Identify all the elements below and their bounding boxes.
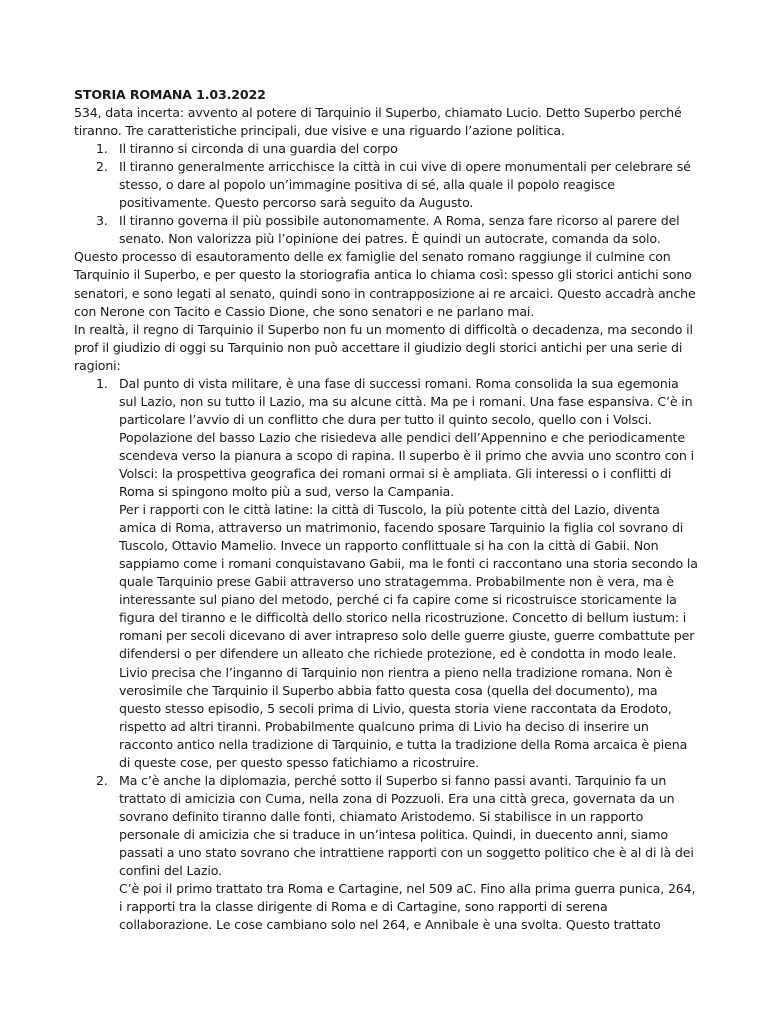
list-item-text: Per i rapporti con le città latine: la città di Tuscolo, la più potente città del Lazio, diventa amica di Roma, attraverso un matrimonio, facendo sposare Tarquinio la figlia col sovrano di Tuscolo, Ottavio Mamelio. Invece un rapporto conflittuale si ha con la città di Gabii. Non sappiamo come i romani conquistavano Gabii, ma le fonti ci raccontano una storia secondo la quale Tarquinio prese Gabii attraverso uno stratagemma. Probabilmente non è vera, ma è interessante sul piano del metodo, perché ci fa capire come si ricostruisce storicamente la figura del tiranno e le difficoltà dello storico nella ricostruzione. Concetto di bellum iustum: i romani per secoli dicevano di aver intrapreso solo delle guerre giuste, guerre combattute per difendersi o per difendere un alleato che richiede protezione, ed è condotta in modo leale. Livio precisa che l’inganno di Tarquinio non rientra a pieno nella tradizione romana. Non è verosimile che Tarquinio il Superbo abbia fatto questa cosa (quella del documento), ma questo stesso episodio, 5 secoli prima di Livio, questa storia viene raccontata da Erodoto, rispetto ad altri tiranni. Probabilmente qualcuno prima di Livio ha deciso di inserire un racconto antico nella tradizione di Tarquinio, e tutta la tradizione della Roma arcaica è piena di queste cose, per questo spesso fatichiamo a ricostruire. <box>119 502 698 770</box>
list-item <box>74 140 700 158</box>
list-number: 1. <box>96 375 108 391</box>
list-item-text: Ma c’è anche la diplomazia, perché sotto il Superbo si fanno passi avanti. Tarquinio fa un trattato di amicizia con Cuma, nella zona di Pozzuoli. Era una città greca, governata da un sovrano definito tiranno dalle fonti, chiamato Aristodemo. Si stabilisce in un rapporto personale di amicizia che si traduce in un’intesa politica. Quindi, in duecento anni, siamo passati a uno stato sovrano che intrattiene rapporti con un soggetto politico che è al di là dei confini del Lazio. <box>119 772 694 879</box>
list-number: 2. <box>96 159 108 175</box>
list-number: 1. <box>96 141 108 157</box>
reign-paragraph: In realtà, il regno di Tarquinio il Superbo non fu un momento di difficoltà o decadenza, ma secondo il prof il giudizio di oggi su Tarquinio non può accettare il giudizio degli storici antichi per una serie di ragioni: <box>74 321 693 373</box>
list-number: 2. <box>96 772 108 788</box>
list-item-text: Dal punto di vista militare, è una fase di successi romani. Roma consolida la sua egemonia sul Lazio, non su tutto il Lazio, ma su alcune città. Ma pe i romani. Una fase espansiva. C’è in particolare l’avvio di un conflitto che dura per tutto il quinto secolo, quello con i Volsci. Popolazione del basso Lazio che risiedeva alle pendici dell’Appennino e che periodicamente scendeva verso la pianura a scopo di rapina. Il superbo è il primo che avvia uno scontro con i Volsci: la prospettiva geografica dei romani ormai si è ampliata. Gli interessi o i conflitti di Roma si spingono molto più a sud, verso la Campania. <box>119 375 694 500</box>
reasons-list <box>74 375 700 934</box>
list-item <box>74 212 700 248</box>
list-item <box>74 158 700 212</box>
document-title: STORIA ROMANA 1.03.2022 <box>74 87 266 102</box>
tyrant-characteristics-list <box>74 140 700 248</box>
document-page <box>74 86 700 934</box>
senate-paragraph: Questo processo di esautoramento delle ex famiglie del senato romano raggiunge il culmine con Tarquinio il Superbo, e per questo la storiografia antica lo chiama così: spesso gli storici antichi sono senatori, e sono legati al senato, quindi sono in contrapposizione ai re arcaici. Questo accadrà anche con Nerone con Tacito e Cassio Dione, che sono senatori e ne parlano mai. <box>74 249 696 319</box>
list-item-text: Il tiranno si circonda di una guardia del corpo <box>119 141 398 157</box>
list-item <box>74 375 700 772</box>
list-item <box>74 772 700 934</box>
intro-paragraph: 534, data incerta: avvento al potere di Tarquinio il Superbo, chiamato Lucio. Detto Superbo perché tiranno. Tre caratteristiche principali, due visive e una riguardo l’azione politica. <box>74 105 682 139</box>
list-number: 3. <box>96 213 108 229</box>
list-item-text: C’è poi il primo trattato tra Roma e Cartagine, nel 509 aC. Fino alla prima guerra punica, 264, i rapporti tra la classe dirigente di Roma e di Cartagine, sono rapporti di serena collaborazione. Le cose cambiano solo nel 264, e Annibale è una svolta. Questo trattato <box>119 881 696 933</box>
list-item-text: Il tiranno governa il più possibile autonomamente. A Roma, senza fare ricorso al parere del senato. Non valorizza più l’opinione dei patres. È quindi un autocrate, comanda da solo. <box>119 213 680 247</box>
list-item-text: Il tiranno generalmente arricchisce la città in cui vive di opere monumentali per celebrare sé stesso, o dare al popolo un’immagine positiva di sé, alla quale il popolo reagisce positivamente. Questo percorso sarà seguito da Augusto. <box>119 159 691 211</box>
